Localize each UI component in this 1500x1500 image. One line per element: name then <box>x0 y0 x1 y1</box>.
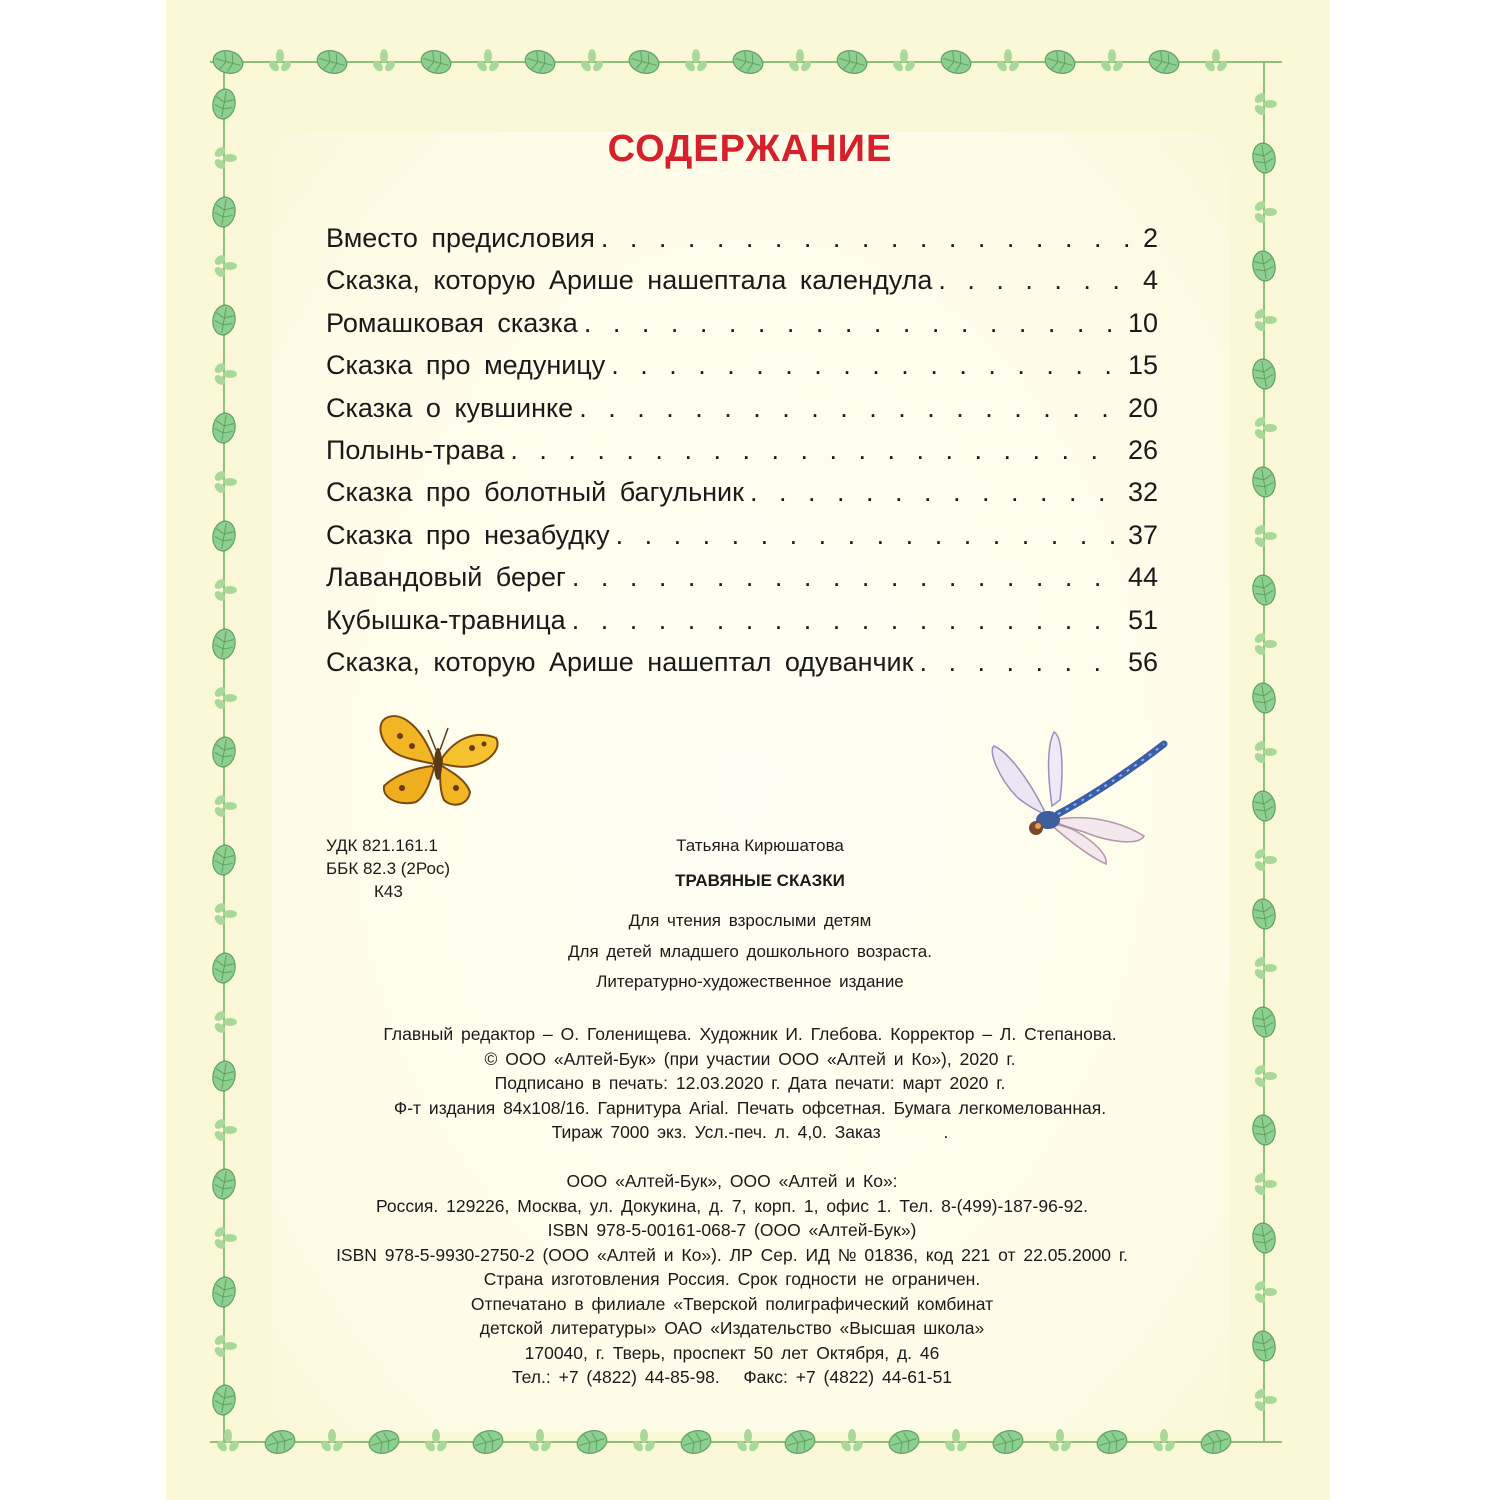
toc-entry <box>326 477 1158 519</box>
toc-dot-leader <box>572 562 1122 593</box>
toc-entry <box>326 647 1158 689</box>
toc-entry-title: Полынь-трава <box>326 434 505 465</box>
bbk-code: ББК 82.3 (2Рос) <box>326 859 451 878</box>
toc-entry-title: Сказка о кувшинке <box>326 392 574 423</box>
toc-entry-title: Кубышка-травница <box>326 604 566 635</box>
toc-entry-page: 15 <box>1127 350 1158 381</box>
toc-entry <box>326 223 1158 265</box>
toc-entry <box>326 393 1158 435</box>
toc-entry-page: 10 <box>1127 307 1158 338</box>
imprint-line: Главный редактор – О. Голенищева. Художник И. Глебова. Корректор – Л. Степанова. <box>383 1024 1117 1044</box>
toc-entry-title: Сказка про медуницу <box>326 350 606 381</box>
toc-entry-title: Сказка, которую Арише нашептал одуванчик <box>326 646 914 677</box>
toc-entry-page: 4 <box>1142 265 1158 296</box>
publisher-line: 170040, г. Тверь, проспект 50 лет Октября, д. 46 <box>524 1342 940 1363</box>
toc-entry-page: 2 <box>1142 223 1158 253</box>
publisher-line: детской литературы» ОАО «Издательство «Высшая школа» <box>479 1318 985 1338</box>
publisher-line: Страна изготовления Россия. Срок годности не ограничен. <box>483 1269 981 1289</box>
imprint-line: Подписано в печать: 12.03.2020 г. Дата печати: март 2020 г. <box>494 1073 1006 1093</box>
publisher-block <box>220 1169 1244 1390</box>
publisher-line: ISBN 978-5-00161-068-7 (ООО «Алтей-Бук») <box>547 1220 917 1240</box>
toc-dot-leader <box>572 605 1122 636</box>
toc-entry-page: 51 <box>1127 604 1158 635</box>
toc-dot-leader <box>750 477 1122 508</box>
toc-entry-title: Сказка про незабудку <box>326 519 610 550</box>
book-author: Татьяна Кирюшатова <box>676 836 844 855</box>
toc-entry-page: 44 <box>1127 562 1158 593</box>
toc-entry <box>326 350 1158 392</box>
toc-entry-title: Лавандовый берег <box>326 562 566 593</box>
toc-entry-title: Ромашковая сказка <box>326 307 578 338</box>
description-line: Для детей младшего дошкольного возраста. <box>568 941 932 961</box>
toc-entry-page: 26 <box>1127 434 1158 465</box>
butterfly-illustration <box>372 708 504 816</box>
description-line: Литературно-художественное издание <box>596 972 904 991</box>
toc-dot-leader <box>510 435 1122 466</box>
author-sign-code: К43 <box>374 882 403 901</box>
toc-entry <box>326 308 1158 350</box>
imprint-line: Ф-т издания 84x108/16. Гарнитура Arial. Печать офсетная. Бумага легкомелованная. <box>393 1097 1107 1118</box>
toc-entry-title: Сказка про болотный багульник <box>326 477 744 508</box>
toc-entry <box>326 605 1158 647</box>
toc-entry-title: Сказка, которую Арише нашептала календула <box>326 265 933 296</box>
toc-entry <box>326 562 1158 604</box>
toc-entry-page: 32 <box>1127 477 1158 508</box>
toc-entry <box>326 435 1158 477</box>
toc-dot-leader <box>616 520 1122 551</box>
toc-entry-page: 37 <box>1127 519 1158 550</box>
toc-dot-leader <box>579 393 1122 424</box>
toc-entry-page: 56 <box>1127 646 1158 677</box>
imprint-block <box>220 1022 1280 1145</box>
description-line: Для чтения взрослыми детям <box>628 911 872 930</box>
imprint-line: © ООО «Алтей-Бук» (при участии ООО «Алтей и Ко»), 2020 г. <box>484 1048 1016 1069</box>
toc-dot-leader <box>611 350 1122 381</box>
book-title: ТРАВЯНЫЕ СКАЗКИ <box>675 871 845 890</box>
publisher-line: ISBN 978-5-9930-2750-2 (ООО «Алтей и Ко»). ЛР Сер. ИД № 01836, код 221 от 22.05.2000 г. <box>336 1244 1128 1265</box>
toc-dot-leader <box>938 265 1137 296</box>
dragonfly-illustration <box>988 728 1172 870</box>
page-title: СОДЕРЖАНИЕ <box>607 128 893 170</box>
publisher-line: ООО «Алтей-Бук», ООО «Алтей и Ко»: <box>566 1171 898 1191</box>
publisher-line: Россия. 129226, Москва, ул. Докукина, д. 7, корп. 1, офис 1. Тел. 8-(499)-187-96-92. <box>376 1195 1088 1216</box>
udk-code: УДК 821.161.1 <box>326 836 438 855</box>
toc-dot-leader <box>584 308 1122 339</box>
toc-entry-title: Вместо предисловия <box>326 223 595 253</box>
toc-entry <box>326 265 1158 307</box>
publisher-line: Тел.: +7 (4822) 44-85-98. Факс: +7 (4822) 44-61-51 <box>511 1367 953 1387</box>
toc-dot-leader <box>919 647 1121 678</box>
toc-dot-leader <box>601 223 1137 254</box>
imprint-line: Тираж 7000 экз. Усл.-печ. л. 4,0. Заказ . <box>551 1122 949 1142</box>
catalog-codes <box>326 834 450 903</box>
toc-entry-page: 20 <box>1127 392 1158 423</box>
book-description <box>400 906 1100 998</box>
table-of-contents <box>326 223 1158 689</box>
publisher-line: Отпечатано в филиале «Тверской полиграфический комбинат <box>470 1293 994 1314</box>
toc-entry <box>326 520 1158 562</box>
